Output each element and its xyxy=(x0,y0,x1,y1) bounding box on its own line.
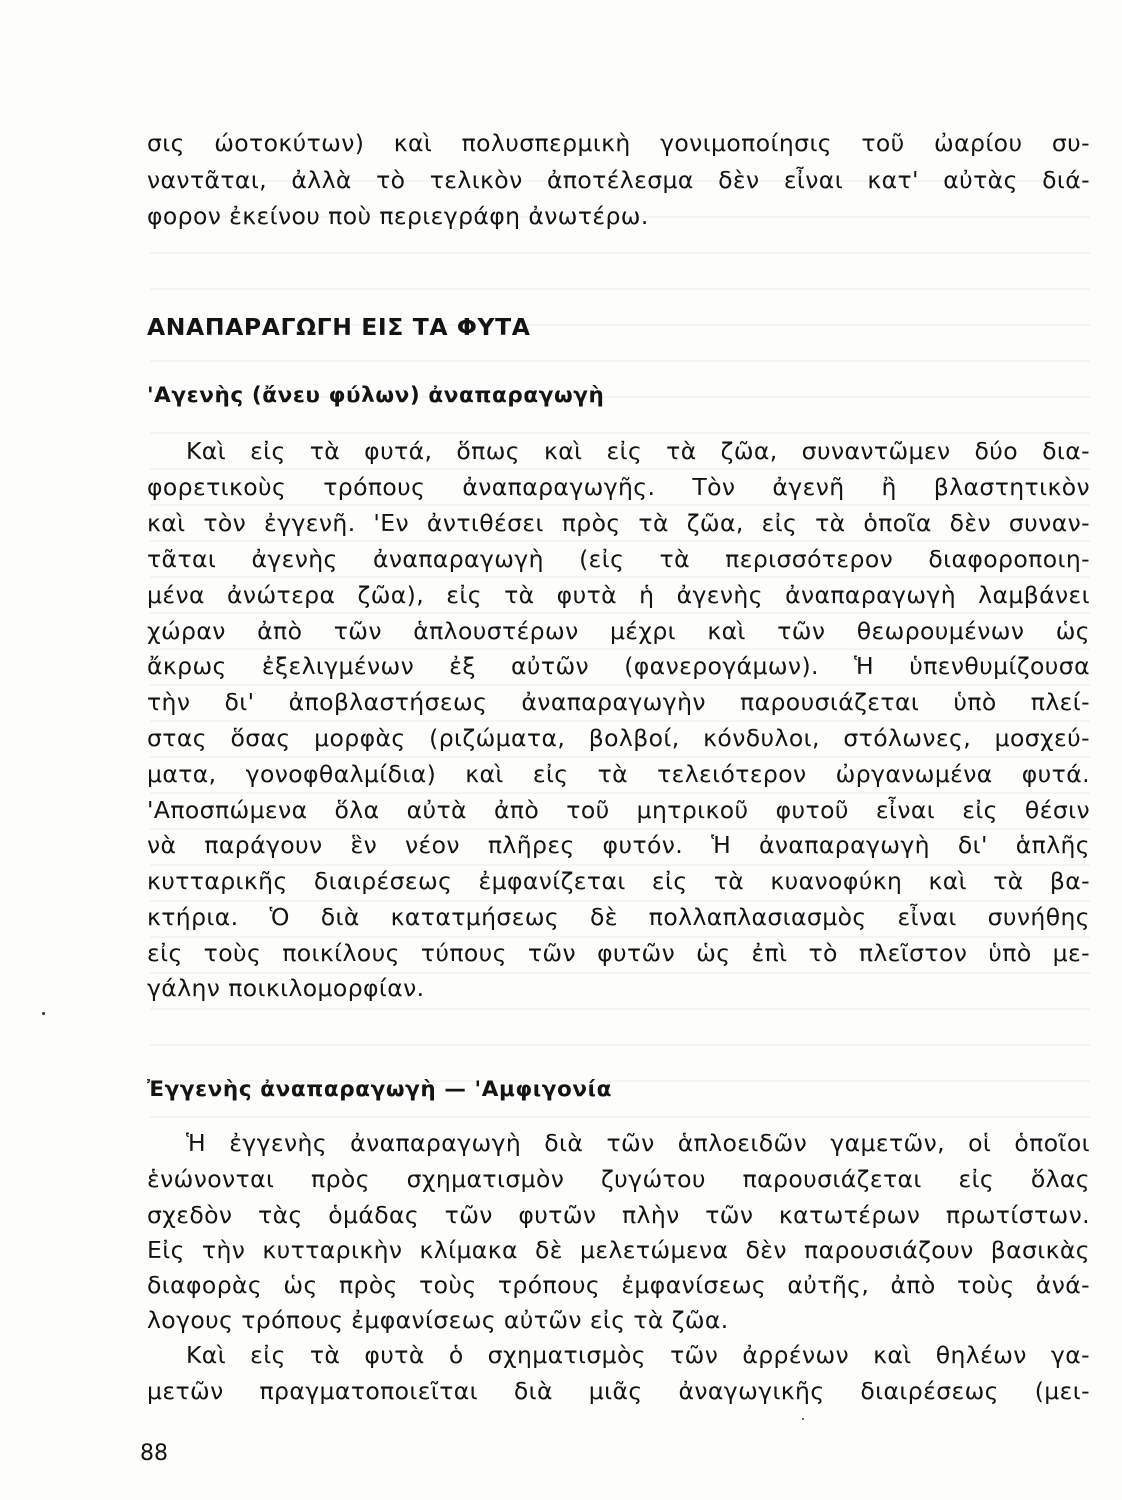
text-line: στας ὅσας μορφὰς (ριζώματα, βολβοί, κόνδυλοι, στόλωνες, μοσχεύ- xyxy=(147,724,1090,752)
scan-speck xyxy=(42,1012,45,1015)
text-line: κυτταρικῆς διαιρέσεως ἐμφανίζεται εἰς τὰ κυανοφύκη καὶ τὰ βα- xyxy=(147,867,1090,895)
text-line: γάλην ποικιλομορφίαν. xyxy=(147,974,425,1002)
subsection-title-sexual: Ἐγγενὴς ἀναπαραγωγὴ — 'Αμφιγονία xyxy=(147,1077,612,1102)
text-line: τᾶται ἀγενὴς ἀναπαραγωγὴ (εἰς τὰ περισσότερον διαφοροποιη- xyxy=(147,545,1090,573)
text-line: κτήρια. Ὁ διὰ κατατμήσεως δὲ πολλαπλασιασμὸς εἶναι συνήθης xyxy=(147,903,1090,931)
text-line: σχεδὸν τὰς ὁμάδας τῶν φυτῶν πλὴν τῶν κατωτέρων πρωτίστων. xyxy=(147,1201,1090,1229)
page-number: 88 xyxy=(140,1441,168,1466)
text-line: φορετικοὺς τρόπους ἀναπαραγωγῆς. Τὸν ἀγενῆ ἢ βλαστητικὸν xyxy=(147,473,1090,501)
text-line: φορον ἐκείνου ποὺ περιεγράφη ἀνωτέρω. xyxy=(147,202,649,230)
text-line: διαφορὰς ὡς πρὸς τοὺς τρόπους ἐμφανίσεως αὐτῆς, ἀπὸ τοὺς ἀνά- xyxy=(147,1271,1090,1299)
text-line: μετῶν πραγματοποιεῖται διὰ μιᾶς ἀναγωγικῆς διαιρέσεως (μει- xyxy=(147,1377,1090,1405)
text-line: Εἰς τὴν κυτταρικὴν κλίμακα δὲ μελετώμενα δὲν παρουσιάζουν βασικὰς xyxy=(147,1236,1090,1264)
text-line: 'Αποσπώμενα ὅλα αὐτὰ ἀπὸ τοῦ μητρικοῦ φυτοῦ εἶναι εἰς θέσιν xyxy=(147,796,1090,824)
section-title: ΑΝΑΠΑΡΑΓΩΓΗ ΕΙΣ ΤΑ ΦΥΤΑ xyxy=(147,313,531,341)
text-line: ναντᾶται, ἀλλὰ τὸ τελικὸν ἀποτέλεσμα δὲν εἶναι κατ' αὐτὰς διά- xyxy=(147,166,1090,194)
text-line: μένα ἀνώτερα ζῶα), εἰς τὰ φυτὰ ἡ ἀγενὴς ἀναπαραγωγὴ λαμβάνει xyxy=(147,581,1090,609)
text-line: χώραν ἀπὸ τῶν ἁπλουστέρων μέχρι καὶ τῶν θεωρουμένων ὡς xyxy=(147,617,1090,645)
text-line: καὶ τὸν ἐγγενῆ. 'Εν ἀντιθέσει πρὸς τὰ ζῶα, εἰς τὰ ὁποῖα δὲν συναν- xyxy=(147,509,1090,537)
text-line: νὰ παράγουν ἓν νέον πλῆρες φυτόν. Ἡ ἀναπαραγωγὴ δι' ἁπλῆς xyxy=(147,831,1090,859)
text-line: Καὶ εἰς τὰ φυτὰ ὁ σχηματισμὸς τῶν ἀρρένων καὶ θηλέων γα- xyxy=(186,1341,1090,1369)
text-line: Ἡ ἐγγενὴς ἀναπαραγωγὴ διὰ τῶν ἁπλοειδῶν γαμετῶν, οἱ ὁποῖοι xyxy=(186,1129,1090,1157)
text-line: ἑνώνονται πρὸς σχηματισμὸν ζυγώτου παρουσιάζεται εἰς ὅλας xyxy=(147,1165,1090,1193)
text-line: εἰς τοὺς ποικίλους τύπους τῶν φυτῶν ὡς ἐπὶ τὸ πλεῖστον ὑπὸ με- xyxy=(147,939,1090,967)
subsection-title-asexual: 'Αγενὴς (ἄνευ φύλων) ἀναπαραγωγὴ xyxy=(147,383,605,408)
text-line: λογους τρόπους ἐμφανίσεως αὐτῶν εἰς τὰ ζῶα. xyxy=(147,1306,729,1334)
text-line: Καὶ εἰς τὰ φυτά, ὅπως καὶ εἰς τὰ ζῶα, συναντῶμεν δύο δια- xyxy=(186,437,1090,465)
text-line: ματα, γονοφθαλμίδια) καὶ εἰς τὰ τελειότερον ὠργανωμένα φυτά. xyxy=(147,760,1090,788)
text-line: τὴν δι' ἀποβλαστήσεως ἀναπαραγωγὴν παρουσιάζεται ὑπὸ πλεί- xyxy=(147,688,1090,716)
scan-speck xyxy=(802,1418,804,1420)
text-line: σις ώοτοκύτων) καὶ πολυσπερμικὴ γονιμοποίησις τοῦ ὠαρίου συ- xyxy=(147,129,1090,157)
text-line: ἄκρως ἐξελιγμένων ἐξ αὐτῶν (φανερογάμων). Ἡ ὑπενθυμίζουσα xyxy=(147,652,1090,680)
